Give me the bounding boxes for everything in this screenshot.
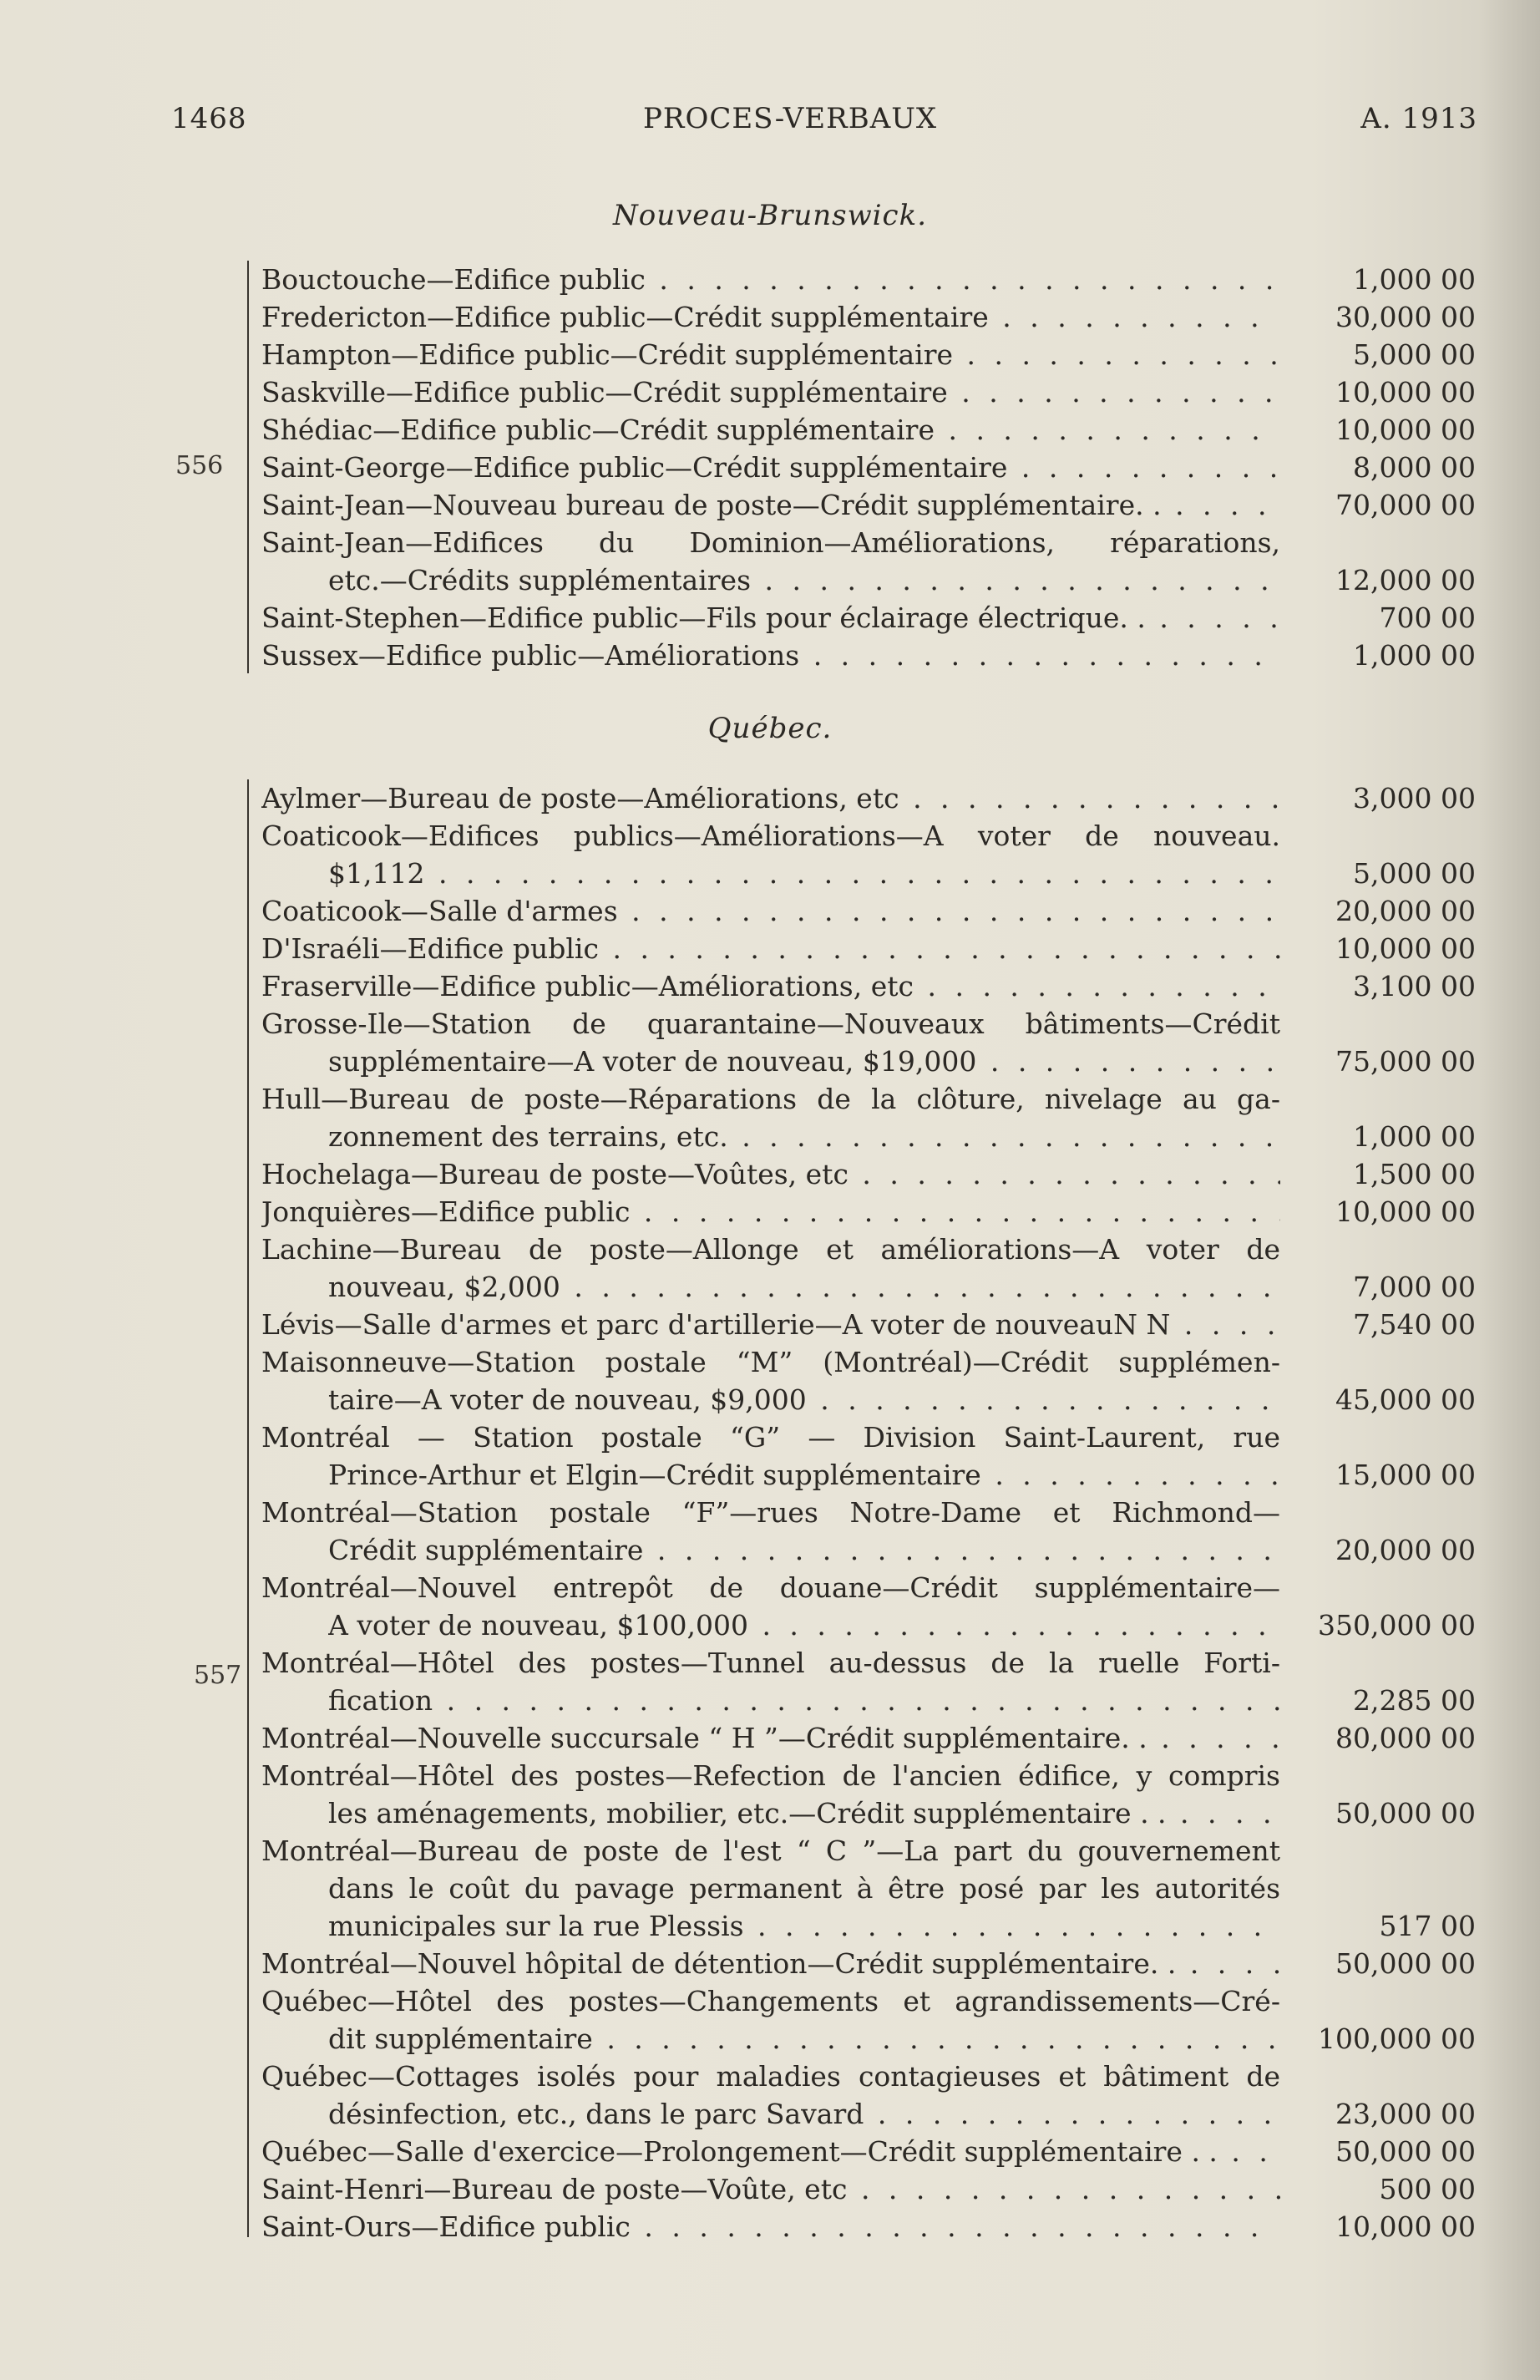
entry-description: supplémentaire—A voter de nouveau, $19,000 . . .: [328, 1043, 1280, 1080]
entry-description: municipales sur la rue Plessis . . .: [328, 1907, 1280, 1945]
entry-line: [0, 637, 1540, 674]
section-title-quebec: Québec.: [707, 712, 833, 745]
entry-description: Lévis—Salle d'armes et parc d'artillerie—A voter de nouveauN N . . .: [261, 1306, 1280, 1343]
entry-description: Montréal—Station postale “F”—rues Notre-Dame et Richmond—: [261, 1496, 1280, 1529]
entry-description: Hampton—Edifice public—Crédit supplémentaire . . .: [261, 336, 1280, 373]
ledger-entry: [0, 930, 1540, 967]
entry-amount: 75,000 00: [1335, 1045, 1476, 1078]
entry-amount: 700 00: [1379, 601, 1476, 634]
entry-amount: 1,000 00: [1353, 263, 1476, 296]
ledger-entry: [0, 261, 1540, 298]
entry-description: Hochelaga—Bureau de poste—Voûtes, etc . . .: [261, 1155, 1280, 1193]
entry-amount: 50,000 00: [1335, 1947, 1476, 1980]
entry-amount: 23,000 00: [1335, 2098, 1476, 2130]
entry-amount: 20,000 00: [1335, 895, 1476, 927]
entry-amount: 50,000 00: [1335, 1797, 1476, 1829]
entry-description: Saint-Ours—Edifice public . . .: [261, 2208, 1280, 2246]
ledger-entry: [0, 1005, 1540, 1080]
entry-line: [0, 1456, 1540, 1494]
entry-line: [0, 261, 1540, 298]
entry-description: D'Israéli—Edifice public . . .: [261, 930, 1280, 967]
entry-line: [0, 524, 1540, 561]
entry-line: [0, 2133, 1540, 2170]
entry-description: Québec—Hôtel des postes—Changements et agrandissements—Cré-: [261, 1985, 1280, 2017]
page-number: 1468: [171, 102, 247, 135]
entry-line: [0, 967, 1540, 1005]
ledger-entry: [0, 1306, 1540, 1343]
entry-line: [0, 449, 1540, 486]
entry-line: [0, 561, 1540, 599]
entry-amount: 3,000 00: [1353, 782, 1476, 814]
entry-description: Saskville—Edifice public—Crédit supplémentaire . . .: [261, 373, 1280, 411]
entry-line: [0, 1005, 1540, 1043]
entry-description: Montréal—Nouvel hôpital de détention—Crédit supplémentaire. . . . .: [261, 1945, 1280, 1982]
entry-line: [0, 2058, 1540, 2095]
entry-description: Fredericton—Edifice public—Crédit supplémentaire . . .: [261, 298, 1280, 336]
entry-line: [0, 892, 1540, 930]
ledger-entry: [0, 373, 1540, 411]
ledger-entry: [0, 1080, 1540, 1155]
entry-description: $1,112 . . .: [328, 855, 1280, 892]
entry-amount: 10,000 00: [1335, 932, 1476, 965]
running-title: PROCES-VERBAUX: [643, 102, 938, 135]
entry-line: [0, 2208, 1540, 2246]
entry-description: Montréal—Hôtel des postes—Refection de l'ancien édifice, y compris: [261, 1759, 1280, 1792]
entry-description: Saint-Jean—Nouveau bureau de poste—Crédit supplémentaire. . . . .: [261, 486, 1280, 524]
entry-line: [0, 2020, 1540, 2058]
entry-description: Québec—Salle d'exercice—Prolongement—Crédit supplémentaire . . . . .: [261, 2133, 1280, 2170]
entry-line: [0, 1644, 1540, 1682]
entry-line: [0, 2170, 1540, 2208]
entry-line: [0, 817, 1540, 855]
entry-line: [0, 2095, 1540, 2133]
ledger-entry: [0, 1982, 1540, 2058]
entry-line: [0, 1982, 1540, 2020]
entry-line: [0, 298, 1540, 336]
entry-line: [0, 1043, 1540, 1080]
entry-description: Saint-Jean—Edifices du Dominion—Améliorations, réparations,: [261, 526, 1280, 559]
entry-amount: 8,000 00: [1353, 451, 1476, 484]
ledger-entry: [0, 1155, 1540, 1193]
entry-description: Jonquières—Edifice public . . .: [261, 1193, 1280, 1231]
entry-amount: 100,000 00: [1318, 2022, 1476, 2055]
ledger-entry: [0, 449, 1540, 486]
entry-description: Montréal—Nouvelle succursale “ H ”—Crédit supplémentaire. . . . .: [261, 1719, 1280, 1757]
reference-number-556: 556: [175, 451, 224, 480]
entry-amount: 70,000 00: [1335, 489, 1476, 521]
entry-amount: 10,000 00: [1335, 1195, 1476, 1228]
entry-amount: 12,000 00: [1335, 564, 1476, 596]
entry-line: [0, 1870, 1540, 1907]
entry-line: [0, 1193, 1540, 1231]
entry-line: [0, 1080, 1540, 1118]
ledger-entry: [0, 1343, 1540, 1418]
entry-description: Québec—Cottages isolés pour maladies contagieuses et bâtiment de: [261, 2060, 1280, 2093]
entry-amount: 5,000 00: [1353, 338, 1476, 371]
ledger-entry: [0, 2058, 1540, 2133]
entry-line: [0, 1343, 1540, 1381]
entry-description: Montréal—Nouvel entrepôt de douane—Crédit supplémentaire—: [261, 1571, 1280, 1604]
entry-description: dit supplémentaire . . .: [328, 2020, 1280, 2058]
entry-line: [0, 1719, 1540, 1757]
entry-description: Lachine—Bureau de poste—Allonge et améliorations—A voter de: [261, 1233, 1280, 1266]
ledger-entry: [0, 486, 1540, 524]
entry-description: A voter de nouveau, $100,000 . . .: [328, 1606, 1280, 1644]
entry-description: Saint-Henri—Bureau de poste—Voûte, etc . . .: [261, 2170, 1280, 2208]
ledger-entry: [0, 1719, 1540, 1757]
entry-amount: 1,000 00: [1353, 639, 1476, 672]
entry-description: Coaticook—Edifices publics—Améliorations—A voter de nouveau.: [261, 820, 1280, 852]
entry-description: fication . . .: [328, 1682, 1280, 1719]
ledger-entry: [0, 1231, 1540, 1306]
ledger-entry: [0, 336, 1540, 373]
entry-amount: 20,000 00: [1335, 1534, 1476, 1566]
ledger-entry: [0, 2133, 1540, 2170]
ledger-entry: [0, 1569, 1540, 1644]
entry-amount: 10,000 00: [1335, 376, 1476, 409]
ledger-entry: [0, 2208, 1540, 2246]
entry-line: [0, 1682, 1540, 1719]
entry-line: [0, 1832, 1540, 1870]
entry-description: Fraserville—Edifice public—Améliorations, etc . . .: [261, 967, 1280, 1005]
entry-line: [0, 1757, 1540, 1794]
entry-description: Montréal — Station postale “G” — Division Saint-Laurent, rue: [261, 1421, 1280, 1454]
entry-line: [0, 1907, 1540, 1945]
ledger-entry: [0, 817, 1540, 892]
ledger-entry: [0, 1832, 1540, 1945]
ledger-entry: [0, 1494, 1540, 1569]
ledger-entry: [0, 524, 1540, 599]
entry-line: [0, 1381, 1540, 1418]
ledger-entry: [0, 637, 1540, 674]
entry-description: Montréal—Hôtel des postes—Tunnel au-dessus de la ruelle Forti-: [261, 1647, 1280, 1679]
entry-line: [0, 1945, 1540, 1982]
section-title-nouveau-brunswick: Nouveau-Brunswick.: [612, 199, 927, 232]
entry-line: [0, 1231, 1540, 1268]
entry-amount: 3,100 00: [1353, 970, 1476, 1002]
entry-description: les aménagements, mobilier, etc.—Crédit supplémentaire . . . . .: [328, 1794, 1280, 1832]
entry-amount: 1,000 00: [1353, 1120, 1476, 1153]
year-label: A. 1913: [1360, 102, 1477, 135]
entry-amount: 45,000 00: [1335, 1383, 1476, 1416]
entry-amount: 5,000 00: [1353, 857, 1476, 890]
entry-amount: 15,000 00: [1335, 1459, 1476, 1491]
entry-description: Hull—Bureau de poste—Réparations de la clôture, nivelage au ga-: [261, 1083, 1280, 1115]
entry-amount: 517 00: [1379, 1910, 1476, 1942]
entry-amount: 7,540 00: [1353, 1308, 1476, 1341]
entry-description: Montréal—Bureau de poste de l'est “ C ”—La part du gouvernement: [261, 1834, 1280, 1867]
entry-description: etc.—Crédits supplémentaires . . .: [328, 561, 1280, 599]
entry-description: Saint-Stephen—Edifice public—Fils pour éclairage électrique. . . . .: [261, 599, 1280, 637]
entry-description: Prince-Arthur et Elgin—Crédit supplémentaire . . .: [328, 1456, 1280, 1494]
entry-amount: 350,000 00: [1318, 1609, 1476, 1642]
entry-amount: 50,000 00: [1335, 2135, 1476, 2168]
entry-line: [0, 1494, 1540, 1531]
entry-amount: 2,285 00: [1353, 1684, 1476, 1717]
entry-description: taire—A voter de nouveau, $9,000 . . .: [328, 1381, 1280, 1418]
entry-line: [0, 779, 1540, 817]
entry-description: Grosse-Ile—Station de quarantaine—Nouveaux bâtiments—Crédit: [261, 1007, 1280, 1040]
ledger-entry: [0, 298, 1540, 336]
entry-description: Aylmer—Bureau de poste—Améliorations, etc . . .: [261, 779, 1280, 817]
ledger-entry: [0, 2170, 1540, 2208]
reference-number-557: 557: [194, 1661, 242, 1690]
entry-description: Coaticook—Salle d'armes . . .: [261, 892, 1280, 930]
ledger-entry: [0, 411, 1540, 449]
entry-description: zonnement des terrains, etc. . . .: [328, 1118, 1280, 1155]
entry-amount: 10,000 00: [1335, 2210, 1476, 2243]
entry-line: [0, 1531, 1540, 1569]
ledger-entry: [0, 1193, 1540, 1231]
entry-amount: 80,000 00: [1335, 1722, 1476, 1754]
ledger-entry: [0, 1945, 1540, 1982]
entry-line: [0, 373, 1540, 411]
entry-line: [0, 1606, 1540, 1644]
ledger-entry: [0, 1418, 1540, 1494]
entry-description: Bouctouche—Edifice public . . .: [261, 261, 1280, 298]
entry-description: nouveau, $2,000 . . .: [328, 1268, 1280, 1306]
ledger-entry: [0, 1644, 1540, 1719]
entry-line: [0, 336, 1540, 373]
ledger-entry: [0, 779, 1540, 817]
entry-description: Saint-George—Edifice public—Crédit supplémentaire . . .: [261, 449, 1280, 486]
entry-line: [0, 1794, 1540, 1832]
ledger-entry: [0, 1757, 1540, 1832]
entry-amount: 1,500 00: [1353, 1158, 1476, 1190]
entry-line: [0, 930, 1540, 967]
entry-amount: 7,000 00: [1353, 1271, 1476, 1303]
ledger-entry: [0, 892, 1540, 930]
entries-quebec: [0, 779, 1540, 2246]
entry-description: Shédiac—Edifice public—Crédit supplémentaire . . .: [261, 411, 1280, 449]
entry-description: désinfection, etc., dans le parc Savard . . .: [328, 2095, 1280, 2133]
entry-description: Sussex—Edifice public—Améliorations . . .: [261, 637, 1280, 674]
entry-amount: 10,000 00: [1335, 414, 1476, 446]
entry-description: dans le coût du pavage permanent à être posé par les autorités: [328, 1872, 1280, 1905]
entry-amount: 30,000 00: [1335, 301, 1476, 333]
ledger-entry: [0, 599, 1540, 637]
entry-line: [0, 1306, 1540, 1343]
entry-line: [0, 1268, 1540, 1306]
ledger-entry: [0, 967, 1540, 1005]
entry-line: [0, 1118, 1540, 1155]
entry-description: Maisonneuve—Station postale “M” (Montréal)—Crédit supplémen-: [261, 1346, 1280, 1378]
entries-nouveau-brunswick: [0, 261, 1540, 674]
entry-line: [0, 411, 1540, 449]
entry-amount: 500 00: [1379, 2173, 1476, 2205]
page-header: [171, 102, 1477, 144]
entry-line: [0, 1418, 1540, 1456]
entry-description: Crédit supplémentaire . . .: [328, 1531, 1280, 1569]
entry-line: [0, 486, 1540, 524]
entry-line: [0, 855, 1540, 892]
entry-line: [0, 1155, 1540, 1193]
entry-line: [0, 599, 1540, 637]
entry-line: [0, 1569, 1540, 1606]
